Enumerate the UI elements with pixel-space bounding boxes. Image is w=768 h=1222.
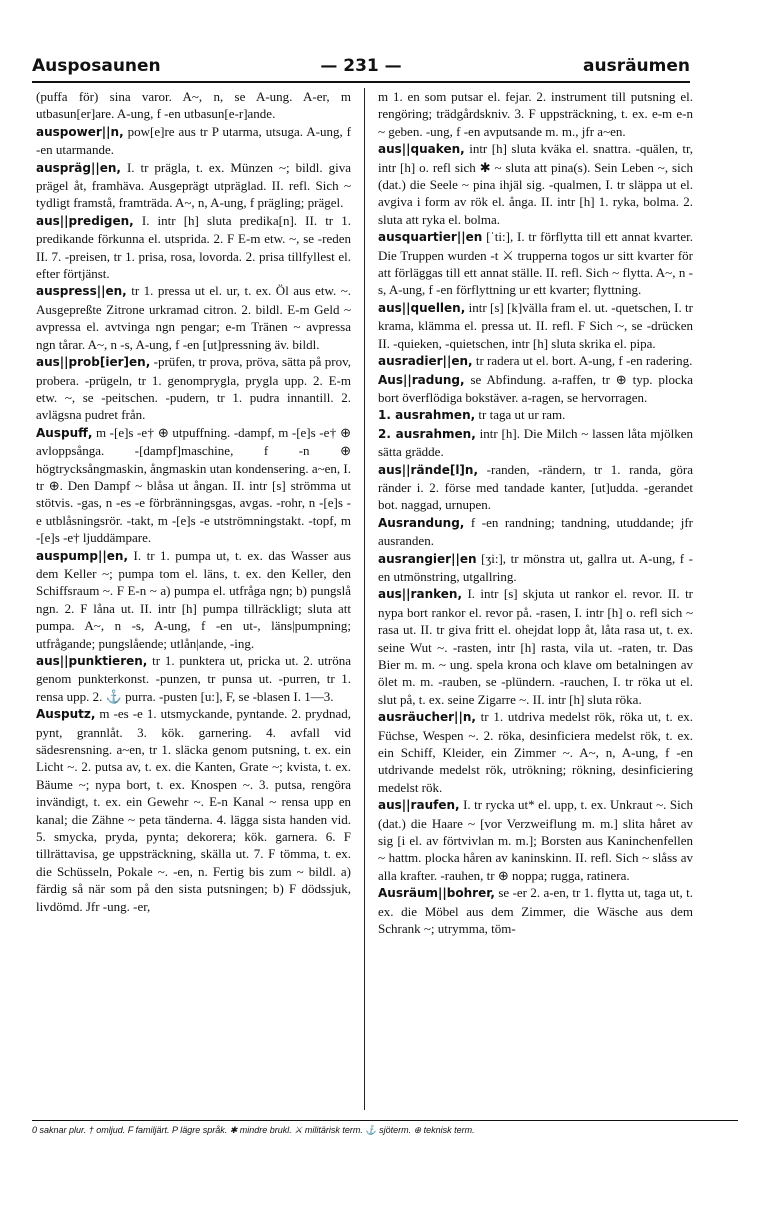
entry-definition: intr [h]. Die Milch ~ lassen låta mjölken sätta grädde.: [378, 425, 694, 460]
entry-headword: aus||ranken,: [378, 587, 463, 602]
entry-headword: ausrangier||en: [378, 551, 477, 566]
dictionary-entry: [36, 212, 351, 283]
dictionary-entry: [378, 514, 693, 550]
right-column: [378, 88, 693, 938]
entry-headword: aus||quaken,: [378, 142, 465, 157]
dictionary-entry: [36, 159, 351, 212]
dictionary-entry: [378, 352, 693, 370]
dictionary-entry: [36, 353, 351, 424]
entry-definition: se Abfindung. a-raffen, tr ⊕ typ. plocka bort överflödiga bokstäver. a-ragen, se hervorragen.: [378, 371, 693, 405]
dictionary-entry: [378, 550, 693, 586]
entry-definition: I. tr rycka ut* el. upp, t. ex. Unkraut ~. Sich (dat.) die Haare ~ [vor Verzweiflung m. m.] slita håret av sig [i el. av förtvivlan m. m.]; Borsten aus Kaninchenfellen ~ hattm. plocka håren av kaninskinn. II. refl. Sich ~ slåss av alla krafter. -rauhen, tr ⊕ noppa; rugga, ratinera.: [378, 797, 693, 883]
entry-headword: aus||raufen,: [378, 798, 460, 813]
last-headword: ausräumen: [583, 56, 690, 76]
dictionary-entry: [378, 796, 693, 884]
entry-definition: (puffa för) sina varor. A~, n, se A-ung. A-er, m utbasun[er]are. A-ung, f -en utbasun[e-r]ande.: [36, 89, 351, 122]
entry-headword: auspress||en,: [36, 284, 127, 299]
entry-headword: Ausputz,: [36, 707, 96, 722]
dictionary-entry: [36, 424, 351, 547]
entry-definition: f -en randning; tandning, utuddande; jfr ausranden.: [378, 514, 694, 549]
dictionary-entry: [36, 123, 351, 159]
entry-headword: aus||predigen,: [36, 213, 134, 228]
dictionary-entry: [378, 88, 693, 140]
entry-headword: Aus||radung,: [378, 372, 465, 387]
entry-definition: I. intr [h] sluta predika[n]. II. tr 1. predikande förkunna el. utsprida. 2. F E-m etw. ~, se -reden II. 7. -preisen, tr 1. prisa, rosa, lovorda. 2. prisa tillfyllest el. efter förtjänst.: [36, 212, 351, 282]
entry-definition: m 1. en som putsar el. fejar. 2. instrument till putsning el. rengöring; trädgårdskniv. 3. F uppsträckning, t. ex. e-m e-n ~ geben. -ung, f -en avputsande m. m., jfr a~en.: [378, 89, 693, 139]
dictionary-entry: [378, 371, 693, 407]
entry-definition: tr radera ut el. bort. A-ung, f -en radering.: [475, 353, 693, 369]
entry-headword: aus||punktieren,: [36, 654, 148, 668]
dictionary-entry: [36, 705, 351, 915]
entry-headword: auspump||en,: [36, 548, 129, 563]
entry-headword: Ausräum||bohrer,: [378, 886, 495, 901]
entry-definition: tr taga ut ur ram.: [478, 407, 566, 423]
entry-definition: tr 1. pressa ut el. ur, t. ex. Öl aus etw. ~. Ausgepreßte Zitrone urkramad citron. 2. bildl. E-m Geld ~ avpressa el. avtvinga ngn pengar; e-m Tränen ~ avpressa ngn tårar. A~, n -s, A-ung, f -en [ut]pressning äv. bildl.: [36, 283, 351, 352]
dictionary-entry: [378, 425, 693, 461]
entry-definition: se -er 2. a-en, tr 1. flytta ut, taga ut, t. ex. die Möbel aus dem Zimmer, die Wäsche aus dem Schrank ~; utrymma, töm-: [378, 885, 693, 937]
dictionary-entry: [378, 228, 693, 299]
entry-headword: auspräg||en,: [36, 160, 121, 175]
entry-definition: intr [s] [k]välla fram el. ut. -quetschen, I. tr krama, klämma el. pressa ut. II. refl. F Sich ~, se -drücken II. -quieken, -quietschen, intr [h] sluta skrika el. pipa.: [378, 299, 694, 351]
dictionary-entry: [36, 282, 351, 353]
entry-headword: 1. ausrahmen,: [378, 408, 476, 423]
entry-definition: [ˈti:], I. tr förflytta till ett annat kvarter. Die Truppen wurden -t ⚔ trupperna togos ur sitt kvarter för att förläggas till ett annat ställe. II. refl. Sich ~ flytta. A~, n -s, A-ung, f -en förflyttning ur ett kvarter; flyttning.: [378, 229, 694, 298]
entry-headword: 2. ausrahmen,: [378, 426, 476, 441]
dictionary-entry: [378, 406, 693, 424]
entry-definition: intr [h] sluta kväka el. snattra. -quälen, tr, intr [h] o. refl sich ✱ ~ sluta att pina(s). Sein Leben ~, sich (dat.) die Seele ~ pina ihjäl sig. -qualmen, I. tr släppa ut el. avgiva i form av rök el. ånga. II. intr [h] 1. ryka, bolma. 2. sluta att ryka el. bolma.: [378, 141, 693, 227]
entry-definition: -prüfen, tr prova, pröva, sätta på prov, probera. -prügeln, tr 1. genomprygla, prygla upp. 2. E-m etw. ~, se -peitschen. -pudern, tr 1. pudra innantill. 2. avlägsna pudret från.: [36, 354, 351, 423]
entry-headword: auspower||n,: [36, 124, 124, 139]
entry-definition: m -es -e 1. utsmyckande, pyntande. 2. prydnad, pynt, grannlåt. 3. kök. garnering. 4. avfall vid sädesrensning. a~en, tr 1. släcka genom putsning, t. ex. ein Licht ~. 2. putsa av, t. ex. die Kanten, Grate ~; kvista, t. ex. Bäume ~; nypa bort, t. ex. Knospen ~. 3. putsa, rengöra invändigt, t. ex. ein Gewehr ~. E-n Kanal ~ rensa upp en kanal; die Zähne ~ peta tänderna. 4. lägga sista handen vid. 5. smycka, pryda, pynta; dekorera; kök. garnera. 6. F tillrättavisa, ge uppsträckning, skälla ut. 7. F tömma, t. ex. die Schüsseln, Pokale ~. -en, n. Fertig bis zum ~ bildl. a) färdig så när som på den sista putsningen; b) F dödssjuk, livdömd. Jfr -ung. -er,: [36, 706, 352, 914]
dictionary-entry: [36, 652, 351, 705]
entry-definition: -randen, -rändern, tr 1. randa, göra ränder i. 2. förse med tandade kanter, [ut]udda. -gerandet bot. naggad, urnupen.: [378, 461, 693, 513]
left-column: [36, 88, 351, 915]
dictionary-entry: [378, 461, 693, 514]
column-divider: [364, 88, 365, 1110]
entry-headword: ausradier||en,: [378, 354, 473, 369]
footer-rule: [32, 1120, 738, 1121]
abbreviation-legend: 0 saknar plur. † omljud. F familjärt. P lägre språk. ✱ mindre brukl. ⚔ militärisk term. ⚓ sjöterm. ⊕ teknisk term.: [32, 1125, 475, 1135]
entry-definition: I. intr [s] skjuta ut rankor el. revor. II. tr nypa bort rankor el. revor på. -rasen, I. intr [h] o. refl sich ~ rasa ut. II. tr giva fritt el. ohejdat lopp åt, låta rasa ut, t. ex. seine Wut ~. -rasten, intr [h] rasta, vila ut. -raten, tr. Das Bier m. m. ~ ung. spela krona och klave om betalningen av ölet m. m. -rauben, se -plündern. -rauchen, I. tr röka ut el. slut på, t. ex. seine Zigarre ~. II. intr [h] sluta röka.: [378, 586, 694, 707]
first-headword: Ausposaunen: [32, 56, 161, 76]
entry-headword: aus||rände[l]n,: [378, 462, 479, 477]
dictionary-entry: [36, 88, 351, 123]
entry-definition: I. tr 1. pumpa ut, t. ex. das Wasser aus dem Keller ~; pumpa tom el. läns, t. ex. den Keller, den Schiffsraum ~. F E-n ~ a) pumpa el. utfråga ngn; b) pungslå ngn. 2. F låna ut. II. intr [h] pumpa tillräckligt; sluta att pumpa. A~, n -s, A-ung, f -en ut-, läns|pumpning; utfrågande; pungslående; utlån|ande, -ing.: [36, 547, 351, 651]
entry-definition: [ʒi:], tr mönstra ut, gallra ut. A-ung, f -en utmönstring, utgallring.: [378, 550, 694, 584]
entry-headword: aus||quellen,: [378, 300, 466, 315]
entry-headword: ausräucher||n,: [378, 710, 476, 725]
dictionary-entry: [378, 708, 693, 796]
entry-headword: Ausrandung,: [378, 515, 465, 530]
entry-definition: tr 1. punktera ut, pricka ut. 2. utröna genom punkterkonst. -punzen, tr punsa ut. -purren, tr 1. rensa upp. 2. ⚓ purra. -pusten [u:], F, se -blasen I. 1—3.: [36, 653, 352, 704]
entry-definition: pow[e]re aus tr P utarma, utsuga. A-ung, f -en utarmande.: [36, 123, 352, 158]
entry-definition: tr 1. utdriva medelst rök, röka ut, t. ex. Füchse, Wespen ~. 2. röka, desinficiera medelst rök, t. ex. ein Schiff, Kleider, ein Zimmer ~. A~, n, A-ung, f -en utdrivande medelst rök, utrökning; rökning, desinficiering medelst rök.: [378, 709, 694, 795]
dictionary-entry: [36, 547, 351, 652]
entry-headword: Auspuff,: [36, 425, 93, 440]
entry-definition: I. tr prägla, t. ex. Münzen ~; bildl. giva prägel åt, framhäva. Ausgeprägt utpräglad. II. refl. Sich ~ tydligt framstå, framträda. A~, n, A-ung, f prägling; prägel.: [36, 159, 351, 211]
entry-definition: m -[e]s -e† ⊕ utpuffning. -dampf, m -[e]s -e† ⊕ avloppsånga. -[dampf]maschine, f -n ⊕ högtrycksångmaskin, ångmaskin utan kondensering. a~en, I. tr ⊕. Den Dampf ~ blåsa ut ångan. II. intr [s] strömma ut stötvis. -gas, n -es -e förbränningsgas, avgas. -rohr, n -[e]s -e utblåsningsrör. -takt, m -[e]s -e utströmningstakt. -topf, m -[e]s -e† ljuddämpare.: [36, 424, 351, 546]
entry-headword: ausquartier||en: [378, 230, 483, 245]
dictionary-entry: [378, 585, 693, 708]
dictionary-entry: [378, 140, 693, 228]
dictionary-entry: [378, 884, 693, 937]
header-rule: [32, 81, 690, 83]
page-number: — 231 —: [320, 56, 402, 76]
page-header: [32, 50, 690, 80]
dictionary-entry: [378, 299, 693, 352]
entry-headword: aus||prob[ier]en,: [36, 355, 151, 370]
